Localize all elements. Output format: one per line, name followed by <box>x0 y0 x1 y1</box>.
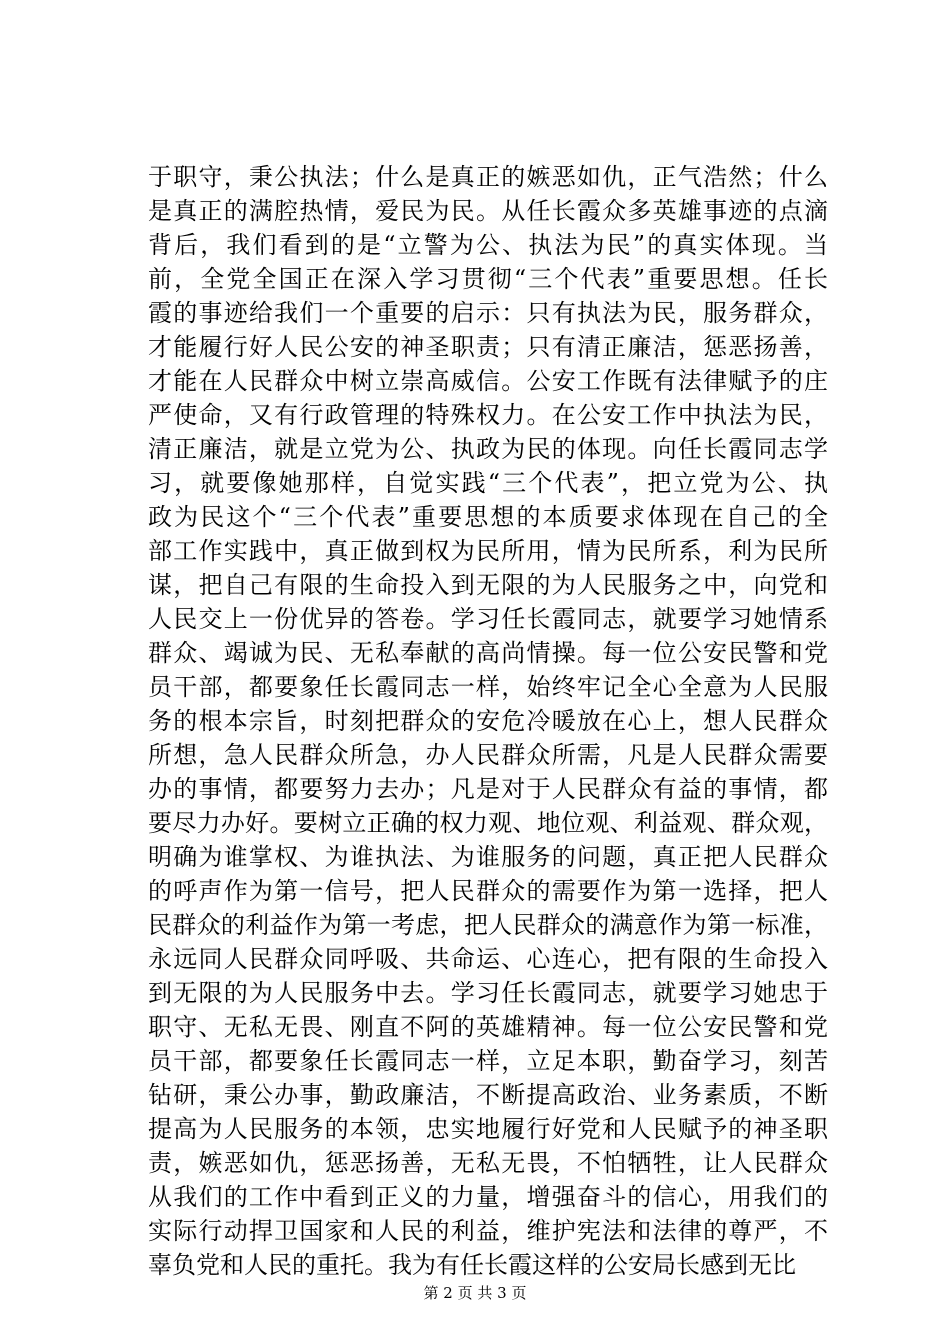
text-line: 前，全党全国正在深入学习贯彻“三个代表”重要思想。任长 <box>148 265 828 293</box>
text-line: 才能在人民群众中树立崇高威信。公安工作既有法律赋予的庄 <box>148 367 828 395</box>
text-line: 所想，急人民群众所急，办人民群众所需，凡是人民群众需要 <box>148 741 828 769</box>
text-line: 民群众的利益作为第一考虑，把人民群众的满意作为第一标准， <box>148 911 828 939</box>
text-line: 务的根本宗旨，时刻把群众的安危冷暖放在心上，想人民群众 <box>148 707 828 735</box>
text-line: 谋，把自己有限的生命投入到无限的为人民服务之中，向党和 <box>148 571 828 599</box>
text-line: 的呼声作为第一信号，把人民群众的需要作为第一选择，把人 <box>148 877 828 905</box>
text-line: 清正廉洁，就是立党为公、执政为民的体现。向任长霞同志学 <box>148 435 828 463</box>
text-line: 永远同人民群众同呼吸、共命运、心连心，把有限的生命投入 <box>148 945 828 973</box>
text-line: 政为民这个“三个代表”重要思想的本质要求体现在自己的全 <box>148 503 828 531</box>
text-line: 实际行动捍卫国家和人民的利益，维护宪法和法律的尊严，不 <box>148 1217 828 1245</box>
text-line: 霞的事迹给我们一个重要的启示：只有执法为民，服务群众， <box>148 299 828 327</box>
page-footer: 第 2 页 共 3 页 <box>423 1284 527 1302</box>
text-line: 习，就要像她那样，自觉实践“三个代表”，把立党为公、执 <box>148 469 828 497</box>
text-line: 人民交上一份优异的答卷。学习任长霞同志，就要学习她情系 <box>148 605 828 633</box>
text-line: 群众、竭诚为民、无私奉献的高尚情操。每一位公安民警和党 <box>148 639 828 667</box>
text-line: 到无限的为人民服务中去。学习任长霞同志，就要学习她忠于 <box>148 979 828 1007</box>
text-line: 是真正的满腔热情，爱民为民。从任长霞众多英雄事迹的点滴 <box>148 197 828 225</box>
text-line: 从我们的工作中看到正义的力量，增强奋斗的信心，用我们的 <box>148 1183 828 1211</box>
text-line: 才能履行好人民公安的神圣职责；只有清正廉洁，惩恶扬善， <box>148 333 828 361</box>
text-line: 办的事情，都要努力去办；凡是对于人民群众有益的事情，都 <box>148 775 828 803</box>
text-line: 明确为谁掌权、为谁执法、为谁服务的问题，真正把人民群众 <box>148 843 828 871</box>
text-line: 背后，我们看到的是“立警为公、执法为民”的真实体现。当 <box>148 231 828 259</box>
text-line: 要尽力办好。要树立正确的权力观、地位观、利益观、群众观， <box>148 809 828 837</box>
text-line: 员干部，都要象任长霞同志一样，立足本职，勤奋学习，刻苦 <box>148 1047 828 1075</box>
text-line: 辜负党和人民的重托。我为有任长霞这样的公安局长感到无比 <box>148 1251 796 1279</box>
text-line: 职守、无私无畏、刚直不阿的英雄精神。每一位公安民警和党 <box>148 1013 828 1041</box>
text-line: 责，嫉恶如仇，惩恶扬善，无私无畏，不怕牺牲，让人民群众 <box>148 1149 828 1177</box>
text-line: 于职守，秉公执法；什么是真正的嫉恶如仇，正气浩然；什么 <box>148 163 828 191</box>
text-line: 钻研，秉公办事，勤政廉洁，不断提高政治、业务素质，不断 <box>148 1081 828 1109</box>
text-line: 严使命，又有行政管理的特殊权力。在公安工作中执法为民， <box>148 401 828 429</box>
text-line: 员干部，都要象任长霞同志一样，始终牢记全心全意为人民服 <box>148 673 828 701</box>
body-text <box>148 160 828 1282</box>
text-line: 提高为人民服务的本领，忠实地履行好党和人民赋予的神圣职 <box>148 1115 828 1143</box>
text-line: 部工作实践中，真正做到权为民所用，情为民所系，利为民所 <box>148 537 828 565</box>
